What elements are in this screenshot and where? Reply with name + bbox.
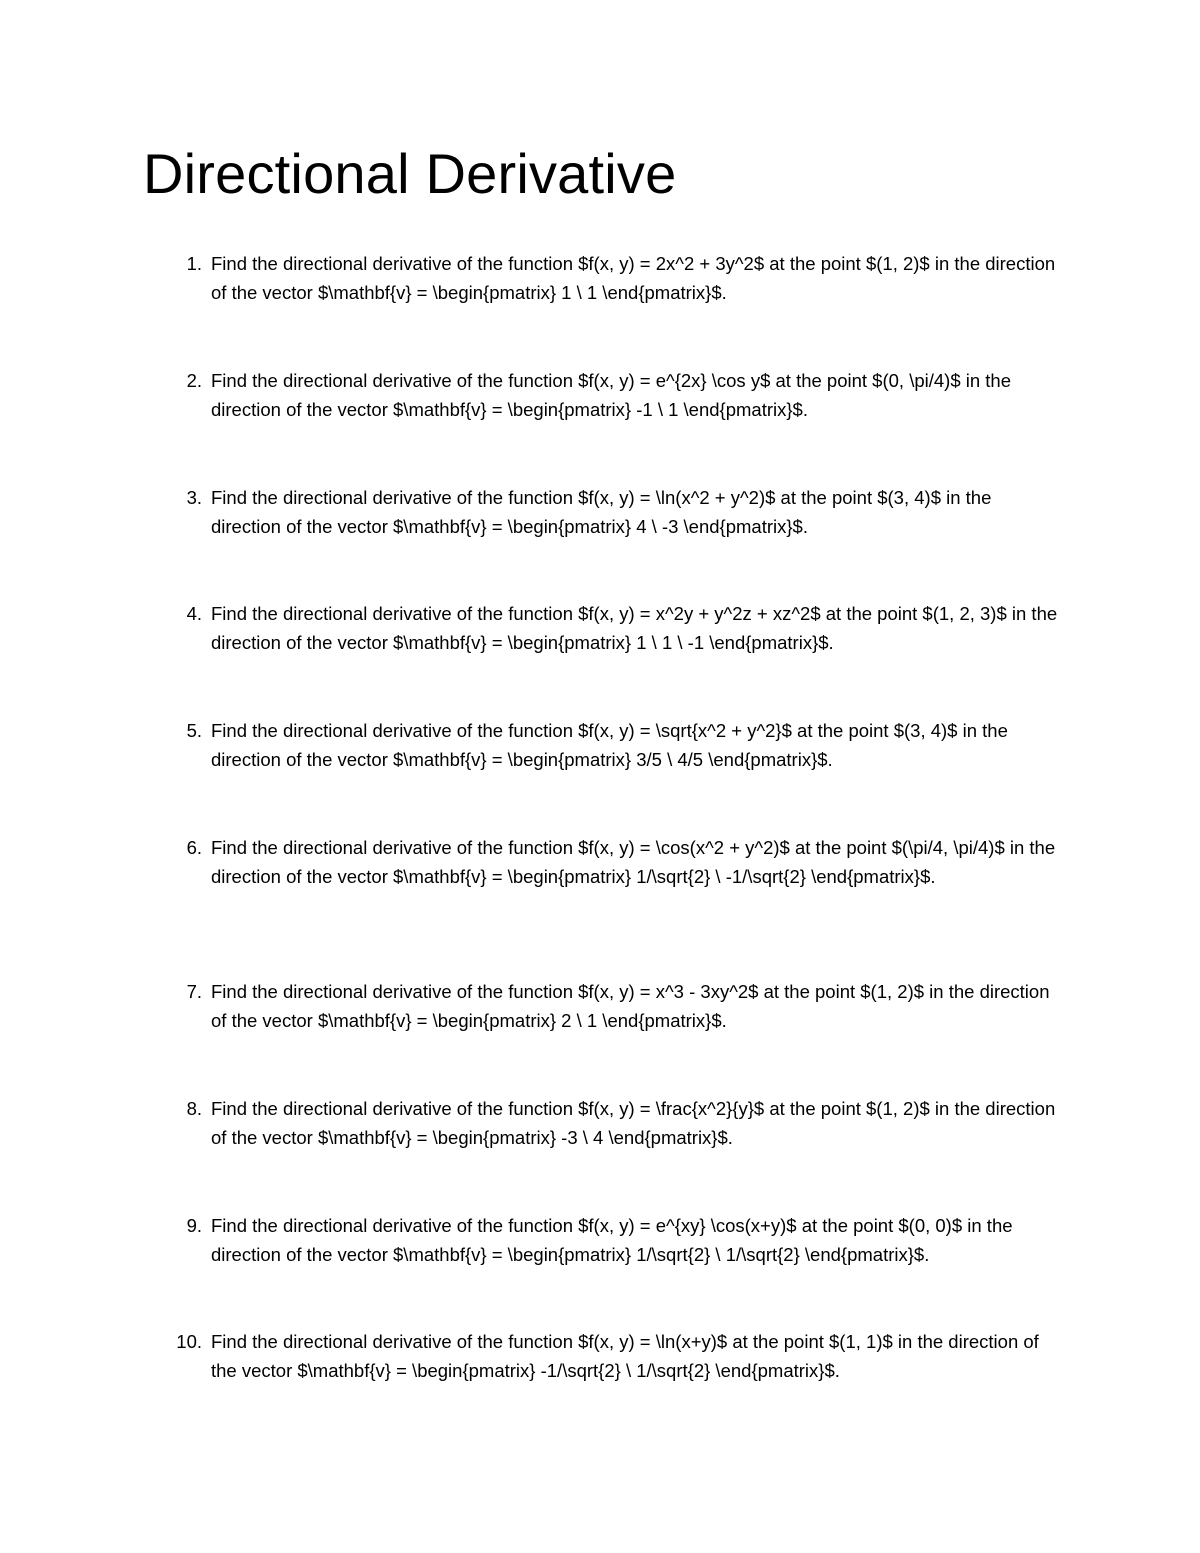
page-title: Directional Derivative — [143, 142, 677, 205]
problem-text: Find the directional derivative of the function $f(x, y) = \ln(x+y)$ at the point $(1, 1)$ in the direction of the vector $\mathbf{v} = \begin{pmatrix} -1/\sqrt{2} \ 1/\sqrt{2} \end{pmatrix}$. — [211, 1331, 1039, 1381]
problem-number: 8. — [186, 1098, 202, 1119]
problem-number: 6. — [186, 837, 202, 858]
problem-text: Find the directional derivative of the function $f(x, y) = \cos(x^2 + y^2)$ at the point $(\pi/4, \pi/4)$ in the direction of the vector $\mathbf{v} = \begin{pmatrix} 1/\sqrt{2} \ -1/\sqrt{2} \end{pmatrix}$. — [211, 837, 1056, 887]
problem-text: Find the directional derivative of the function $f(x, y) = 2x^2 + 3y^2$ at the point $(1, 2)$ in the direction of the vector $\mathbf{v} = \begin{pmatrix} 1 \ 1 \end{pmatrix}$. — [211, 253, 1056, 303]
problem-number: 5. — [186, 720, 202, 741]
problem-text: Find the directional derivative of the function $f(x, y) = x^2y + y^2z + xz^2$ at the point $(1, 2, 3)$ in the direction of the vector $\mathbf{v} = \begin{pmatrix} 1 \ 1 \ -1 \end{pmatrix}$. — [211, 603, 1058, 653]
problem-text: Find the directional derivative of the function $f(x, y) = \frac{x^2}{y}$ at the point $(1, 2)$ in the direction of the vector $\mathbf{v} = \begin{pmatrix} -3 \ 4 \end{pmatrix}$. — [211, 1098, 1056, 1148]
problem-text: Find the directional derivative of the function $f(x, y) = \sqrt{x^2 + y^2}$ at the point $(3, 4)$ in the direction of the vector $\mathbf{v} = \begin{pmatrix} 3/5 \ 4/5 \end{pmatrix}$. — [211, 720, 1008, 770]
problem-number: 10. — [176, 1331, 202, 1352]
problem-number: 9. — [186, 1215, 202, 1236]
problem-text: Find the directional derivative of the function $f(x, y) = e^{xy} \cos(x+y)$ at the point $(0, 0)$ in the direction of the vector $\mathbf{v} = \begin{pmatrix} 1/\sqrt{2} \ 1/\sqrt{2} \end{pmatrix}$. — [211, 1215, 1013, 1265]
problem-number: 2. — [186, 370, 202, 391]
problem-number: 7. — [186, 981, 202, 1002]
problem-text: Find the directional derivative of the function $f(x, y) = \ln(x^2 + y^2)$ at the point $(3, 4)$ in the direction of the vector $\mathbf{v} = \begin{pmatrix} 4 \ -3 \end{pmatrix}$. — [211, 487, 992, 537]
problem-text: Find the directional derivative of the function $f(x, y) = x^3 - 3xy^2$ at the point $(1, 2)$ in the direction of the vector $\mathbf{v} = \begin{pmatrix} 2 \ 1 \end{pmatrix}$. — [211, 981, 1050, 1031]
problem-number: 4. — [186, 603, 202, 624]
problem-text: Find the directional derivative of the function $f(x, y) = e^{2x} \cos y$ at the point $(0, \pi/4)$ in the direction of the vector $\mathbf{v} = \begin{pmatrix} -1 \ 1 \end{pmatrix}$. — [211, 370, 1012, 420]
problem-number: 3. — [186, 487, 202, 508]
problem-number: 1. — [186, 253, 202, 274]
